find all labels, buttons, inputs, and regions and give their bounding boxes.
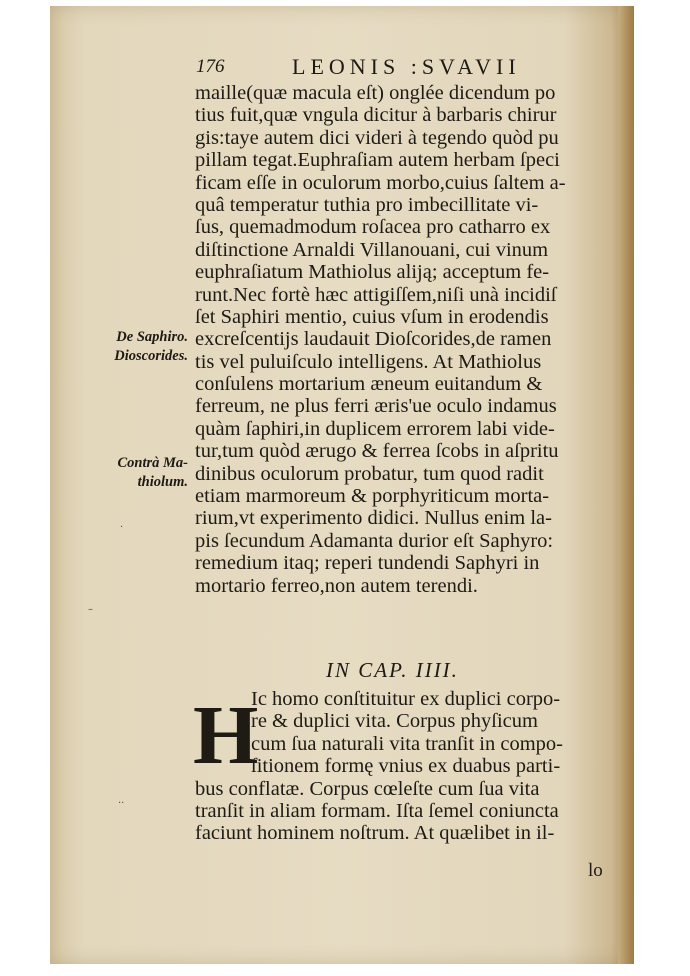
text-line: cum ſua naturali vita tranſit in compo-	[251, 732, 563, 755]
body-text	[195, 82, 613, 597]
drop-cap: H	[193, 689, 259, 782]
page-number: 176	[196, 56, 225, 77]
text-line: excreſcentijs laudauit Dioſcorides,de ramen	[195, 328, 552, 351]
text-line: re & duplici vita. Corpus phyſicum	[251, 710, 538, 733]
text-line: ſitionem formę vnius ex duabus parti-	[251, 755, 561, 778]
margin-note-line: Contrà Ma-	[117, 455, 188, 471]
chapter-text	[195, 688, 613, 845]
running-title: LEONIS :SVAVII	[292, 54, 521, 79]
text-line: mortario ferreo,non autem terendi.	[195, 574, 478, 597]
text-line: ſet Saphiri mentio, cuius vſum in erodendis	[195, 305, 549, 328]
text-line: rium,vt experimento didici. Nullus enim la-	[195, 507, 552, 530]
text-line: pis ſecundum Adamanta durior eſt Saphyro:	[195, 529, 554, 552]
text-line: tis vel puluiſculo intelligens. At Mathiolus	[195, 350, 542, 373]
text-line: remedium itaq; reperi tundendi Saphyri in	[195, 552, 540, 575]
text-line: runt.Nec fortè hæc attigiſſem,niſi unà incidiſ	[195, 283, 557, 306]
ink-speck: –	[88, 604, 93, 615]
text-line: maille(quæ macula eſt) onglée dicendum po	[195, 82, 556, 104]
text-line: tranſit in aliam formam. Iſta ſemel coniuncta	[195, 799, 559, 822]
text-line: dinibus oculorum probatur, tum quod radit	[195, 462, 544, 485]
margin-note-line: De Saphiro.	[116, 329, 188, 345]
chapter-heading: IN CAP. IIII.	[326, 658, 459, 682]
text-line: conſulens mortarium æneum euitandum &	[195, 373, 543, 396]
text-line: diſtinctione Arnaldi Villanouani, cui vinum	[195, 238, 549, 261]
margin-note-saphiro	[114, 328, 188, 366]
text-line: etiam marmoreum & porphyriticum morta-	[195, 485, 550, 508]
ink-speck: ··	[118, 798, 125, 809]
text-line: ficam eſſe in oculorum morbo,cuius ſaltem a-	[195, 171, 566, 194]
text-line: Ic homo conſtituitur ex duplici corpo-	[251, 688, 561, 710]
text-line: quâ temperatur tuthia pro imbecillitate vi-	[195, 193, 539, 216]
margin-note-line: Dioscorides.	[114, 348, 188, 364]
text-line: tur,tum quòd ærugo & ferrea ſcobs in aſpritu	[195, 440, 559, 463]
text-line: faciunt hominem noſtrum. At quælibet in il-	[195, 822, 555, 845]
text-line: tius fuit,quæ vngula dicitur à barbaris chirur	[195, 104, 557, 127]
ink-speck: ·	[120, 522, 124, 533]
text-line: ſus, quemadmodum roſacea pro catharro ex	[195, 216, 551, 239]
margin-note-mathiolum	[117, 454, 188, 492]
margin-note-line: thiolum.	[137, 474, 188, 490]
text-line: quàm ſaphiri,in duplicem errorem labi vide-	[195, 417, 555, 440]
text-line: bus conflatæ. Corpus cœleſte cum ſua vita	[195, 777, 540, 800]
catchword: lo	[588, 860, 603, 881]
page-edge	[618, 6, 634, 964]
text-line: pillam tegat.Euphraſiam autem herbam ſpeci	[195, 149, 560, 172]
text-line: euphraſiatum Mathiolus aliją; acceptum fe-	[195, 261, 550, 284]
text-line: ferreum, ne plus ferri æris'ue oculo indamus	[195, 395, 557, 418]
text-line: gis:taye autem dici videri à tegendo quòd pu	[195, 126, 559, 149]
